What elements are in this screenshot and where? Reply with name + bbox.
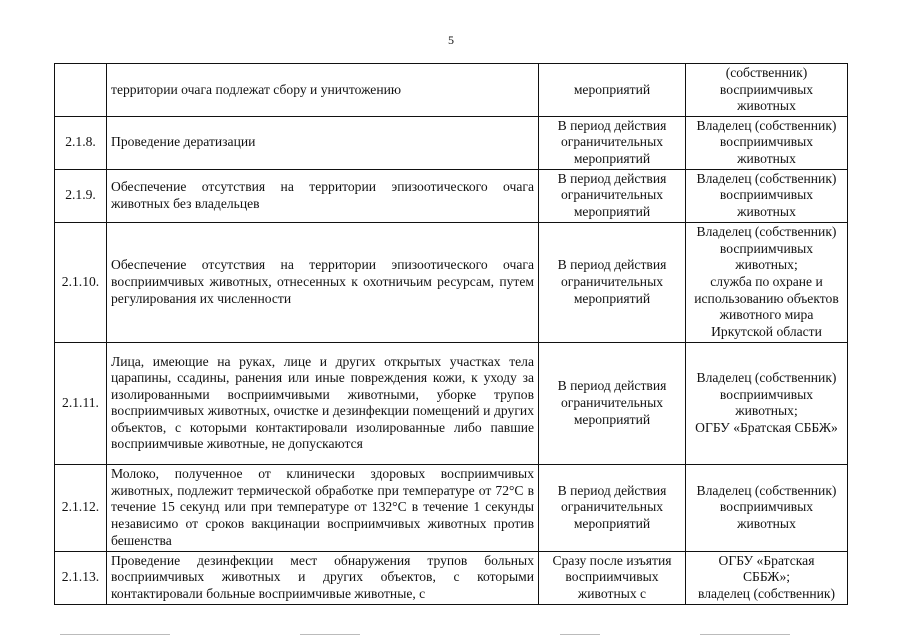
measure-term: мероприятий [539, 64, 686, 117]
measures-table [54, 63, 848, 605]
measure-term: В период действия ограничительных мероприятий [539, 169, 686, 222]
measure-description: Лица, имеющие на руках, лице и других открытых участках тела царапины, ссадины, ранения или иные повреждения кожи, к уходу за изолированными восприимчивыми животными, уборке трупов восприимчивых животных, очистке и дезинфекции помещений и других объектов, с которыми контактировали изолированные либо павшие восприимчивые животные, не допускаются [107, 342, 539, 464]
row-number [55, 64, 107, 117]
measure-description: Проведение дезинфекции мест обнаружения трупов больных восприимчивых животных и других объектов, с которыми контактировали больные восприимчивые животные, с [107, 551, 539, 604]
row-number: 2.1.11. [55, 342, 107, 464]
measure-description: Проведение дератизации [107, 116, 539, 169]
row-number: 2.1.8. [55, 116, 107, 169]
measure-responsible: Владелец (собственник) восприимчивых животных; ОГБУ «Братская СББЖ» [686, 342, 848, 464]
row-number: 2.1.9. [55, 169, 107, 222]
measure-responsible: ОГБУ «Братская СББЖ»; владелец (собственник) [686, 551, 848, 604]
measure-description: Обеспечение отсутствия на территории эпизоотического очага восприимчивых животных, отнесенных к охотничьим ресурсам, путем регулирования их численности [107, 222, 539, 342]
measure-responsible: Владелец (собственник) восприимчивых животных; служба по охране и использованию объектов животного мира Иркутской области [686, 222, 848, 342]
measure-responsible: Владелец (собственник) восприимчивых животных [686, 116, 848, 169]
measure-description: Молоко, полученное от клинически здоровых восприимчивых животных, подлежит термической обработке при температуре от 72°С в течение 15 секунд или при температуре от 132°С в течение 1 секунды независимо от сроков вакцинации восприимчивых животных против бешенства [107, 464, 539, 551]
table-row [55, 64, 848, 117]
row-number: 2.1.13. [55, 551, 107, 604]
table-row [55, 464, 848, 551]
scan-artifact-line [60, 634, 170, 635]
measure-term: В период действия ограничительных мероприятий [539, 222, 686, 342]
measure-responsible: Владелец (собственник) восприимчивых животных [686, 169, 848, 222]
scan-artifact-line [700, 634, 790, 635]
page-number: 5 [448, 33, 454, 47]
measure-responsible: Владелец (собственник) восприимчивых животных [686, 464, 848, 551]
table-row [55, 169, 848, 222]
measure-description: Обеспечение отсутствия на территории эпизоотического очага животных без владельцев [107, 169, 539, 222]
table-row [55, 342, 848, 464]
scan-artifact-line [300, 634, 360, 635]
row-number: 2.1.12. [55, 464, 107, 551]
measure-term: Сразу после изъятия восприимчивых животных с [539, 551, 686, 604]
measure-term: В период действия ограничительных мероприятий [539, 464, 686, 551]
measure-description: территории очага подлежат сбору и уничтожению [107, 64, 539, 117]
row-number: 2.1.10. [55, 222, 107, 342]
measure-term: В период действия ограничительных мероприятий [539, 116, 686, 169]
table-row [55, 222, 848, 342]
table-row [55, 116, 848, 169]
table-row [55, 551, 848, 604]
scan-artifact-line [560, 634, 600, 635]
measure-term: В период действия ограничительных мероприятий [539, 342, 686, 464]
measure-responsible: (собственник) восприимчивых животных [686, 64, 848, 117]
